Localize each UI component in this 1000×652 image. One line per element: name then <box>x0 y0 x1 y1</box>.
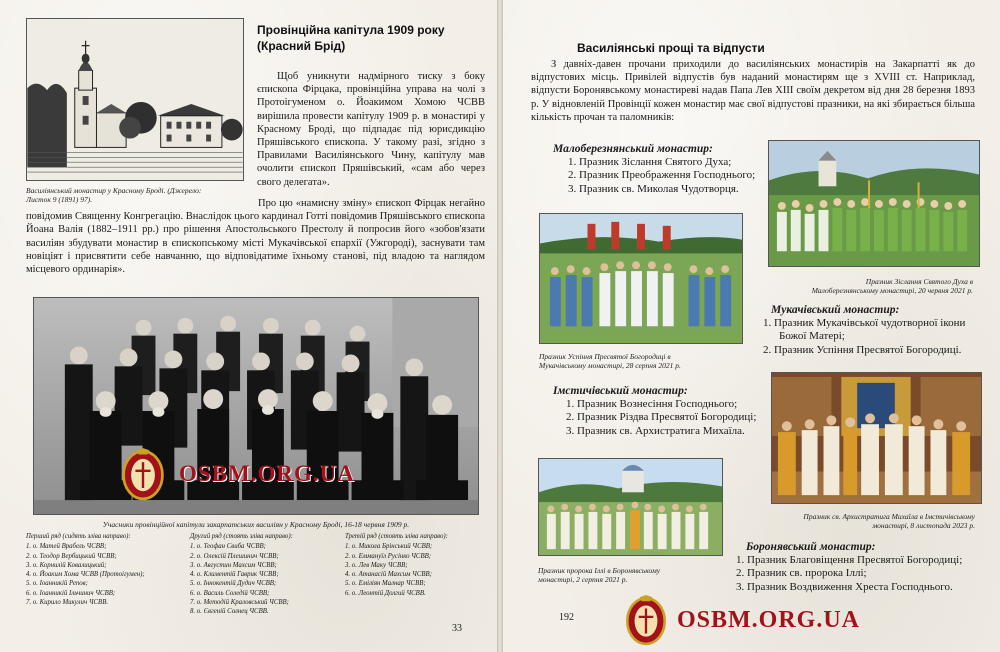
monastery-drawing-art <box>27 19 243 180</box>
photo-imstychovo-art <box>772 373 981 503</box>
names-row-2 <box>190 532 340 617</box>
chapter-title-line2: (Красний Брід) <box>257 39 346 53</box>
chapter-title-line1: Провінційна капітула 1909 року <box>257 23 445 37</box>
monastery-drawing <box>26 18 244 181</box>
names-row-3-item: 6. о. Леонтій Долгий ЧСВВ. <box>345 589 426 597</box>
right-page <box>503 0 1000 652</box>
intro-text: Щоб уникнути надмірного тиску з боку єпископа Фірцака, провінційна управа на чолі з Протоігуменом о. Йоакимом Хомою ЧСВВ вирішила провести капітулу 1909 р. в монастирі у Красному Броді, що підпадає під юрисдикцію Пряшівського єпископа. У такому разі, згідно з Правилами Василіянського Чину, капітулу мав очолити єпископ Пряшівський, «сам або через свого делегата». <box>257 71 485 188</box>
feast-item: 1. Празник Зіслання Святого Духа; <box>568 156 732 168</box>
left-page-number: 33 <box>452 623 462 634</box>
names-row-1-item: 5. о. Іоанникій Репов; <box>26 580 88 588</box>
right-page-number: 192 <box>559 612 574 623</box>
watermark-logo <box>121 447 355 501</box>
intro-paragraph <box>257 70 485 189</box>
watermark-text: OSBM.ORG.UA <box>179 461 355 486</box>
names-row-3-item: 3. о. Лев Маку ЧСВВ; <box>345 561 408 569</box>
feast-item: 3. Празник св. Архистратига Михаїла. <box>566 424 745 437</box>
names-row-2-item: 6. о. Василь Соледій ЧСВВ; <box>190 589 270 597</box>
names-row-3 <box>345 532 490 598</box>
names-row-1-item: 4. о. Йоаким Хома ЧСВВ (Протоігумен); <box>26 571 145 579</box>
photo-boronyava-art <box>539 459 722 555</box>
osbm-emblem-icon <box>121 447 165 501</box>
monastery-drawing-caption: Василіянський монастир у Красному Броді. (Джерело: Листок 9 (1891) 97). <box>26 186 202 204</box>
feasts-imstychovo <box>566 398 766 438</box>
names-row-2-item: 4. о. Климентій Гаврик ЧСВВ; <box>190 571 279 579</box>
photo-mukachevo-art <box>540 214 742 343</box>
feast-item: 2. Празник св. пророка Іллі; <box>736 567 867 580</box>
feast-item: 2. Празник Різдва Пресвятої Богородиці; <box>566 411 757 424</box>
feast-item: 1. Празник Вознесіння Господнього; <box>566 398 738 410</box>
feast-item: 3. Празник Воздвиження Хреста Господнього. <box>736 580 953 593</box>
left-page <box>0 0 497 652</box>
group-photo-caption: Учасники провінційної капітули закарпатських василіян у Красному Броді, 16-18 червня 1909 р. <box>102 520 410 529</box>
feast-item: 2. Празник Успіння Пресвятої Богородиці. <box>763 343 962 356</box>
names-row-1-item: 7. о. Кирило Микулич ЧСВВ. <box>26 599 109 607</box>
names-row-1-item: 1. о. Матей Врабель ЧСВВ; <box>26 543 107 551</box>
osbm-logo-emblem-icon <box>625 594 667 646</box>
names-row-1-item: 2. о. Теодор Вербицький ЧСВВ; <box>26 552 117 560</box>
names-row-2-item: 8. о. Євгеній Солнец ЧСВВ. <box>190 608 269 616</box>
caption-imstychovo: Празник св. Архистратига Михаїла в Імстичівському монастирі, 8 листопада 2023 р. <box>803 512 975 530</box>
body-paragraph <box>26 197 485 276</box>
names-row-1-header: Перший ряд (сидять зліва направо): <box>26 533 131 540</box>
feast-item: 1. Празник Благовіщення Пресвятої Богородиці; <box>736 554 963 566</box>
monastery-title-boronyava: Боронявський монастир: <box>746 541 876 553</box>
names-row-1-item: 3. о. Корнилій Ковалицький; <box>26 561 107 569</box>
names-row-2-item: 7. о. Методій Краловський ЧСВВ; <box>190 599 289 607</box>
osbm-logo <box>625 594 860 646</box>
photo-imstychovo <box>771 372 982 504</box>
feasts-boronyava <box>736 554 976 594</box>
chapter-title <box>257 22 487 54</box>
names-row-2-item: 3. о. Августин Махсим ЧСВВ; <box>190 561 277 569</box>
caption-mukachevo: Празник Успіння Пресвятої Богородиці в Мукачівському монастирі, 28 серпня 2021 р. <box>539 352 681 370</box>
names-row-2-item: 2. о. Олексій Плешинич ЧСВВ; <box>190 552 279 560</box>
names-row-2-header: Другий ряд (стоять зліва направо): <box>190 533 293 540</box>
names-row-2-item: 1. о. Теофан Свиба ЧСВВ; <box>190 543 266 551</box>
feast-item: 1. Празник Мукачівської чудотворної ікони Божої Матері; <box>763 317 966 343</box>
names-row-3-item: 2. о. Еммануїл Русінко ЧСВВ; <box>345 552 432 560</box>
monastery-title-mukachevo: Мукачівський монастир: <box>771 304 900 316</box>
osbm-logo-text[interactable]: OSBM.ORG.UA <box>677 606 861 633</box>
names-row-3-item: 5. о. Еміліян Малнар ЧСВВ; <box>345 580 426 588</box>
caption-boronyava: Празник пророка Іллі в Боронявському монастирі, 2 серпня 2021 р. <box>538 566 661 584</box>
monastery-title-imstychovo: Імстичівський монастир: <box>553 385 688 397</box>
feast-item: 3. Празник св. Миколая Чудотворця. <box>568 182 739 195</box>
feasts-maloberezny <box>568 156 758 196</box>
names-row-1 <box>26 532 191 607</box>
monastery-title-maloberezny: Малоберезнянський монастир: <box>553 143 713 155</box>
photo-mukachevo <box>539 213 743 344</box>
photo-boronyava <box>538 458 723 556</box>
names-row-2-item: 5. о. Іннокентій Дудич ЧСВВ; <box>190 580 277 588</box>
photo-maloberezny <box>768 140 980 267</box>
feasts-mukachevo <box>763 317 978 357</box>
photo-maloberezny-art <box>769 141 979 266</box>
names-row-3-item: 1. о. Микола Брінський ЧСВВ; <box>345 543 433 551</box>
caption-maloberezny: Празник Зіслання Святого Духа в Малоберезнянському монастирі, 20 червня 2021 р. <box>811 277 973 295</box>
names-row-3-item: 4. о. Атанасій Махсим ЧСВВ; <box>345 571 432 579</box>
body-text: Про цю «намисну зміну» єпископ Фірцак негайно повідомив Священну Конгрегацію. Внаслідок цього кардинал Готті повідомив Пряшівського єпископа Йоана Валія (1882–1911 рр.) про рішення Апостольського Престолу й попросив його «зобов'язати василіян збудувати монастир в єпископському місті Мукачівської єпархії (Ужгороді), заснувати там новіціят і присвятити себе навчанню, що відповідатиме їхньому станові, під владою та наглядом місцевого ординарія». <box>26 198 485 276</box>
names-row-3-header: Третій ряд (стоять зліва направо): <box>345 533 448 540</box>
feast-item: 2. Празник Преображення Господнього; <box>568 169 756 182</box>
right-intro-paragraph <box>531 58 975 124</box>
right-intro-text: З давніх-давен прочани приходили до василіянських монастирів на Закарпатті як до відпустових місць. Привілей відпустів був наданий монастирям ще з XVIII ст. Наприклад, відпусти Боронявському монастиреві надав Папа Лев XIII своїм декретом від дня 28 березня 1893 р. У відновленій Провінції кожен монастир має свої відпустові празники, на які збирається більша кількість прочан та паломників: <box>531 59 975 123</box>
names-row-1-item: 6. о. Іоанникій Ільчинич ЧСВВ; <box>26 589 116 597</box>
right-section-title: Василіянські прощі та відпусти <box>577 41 765 55</box>
